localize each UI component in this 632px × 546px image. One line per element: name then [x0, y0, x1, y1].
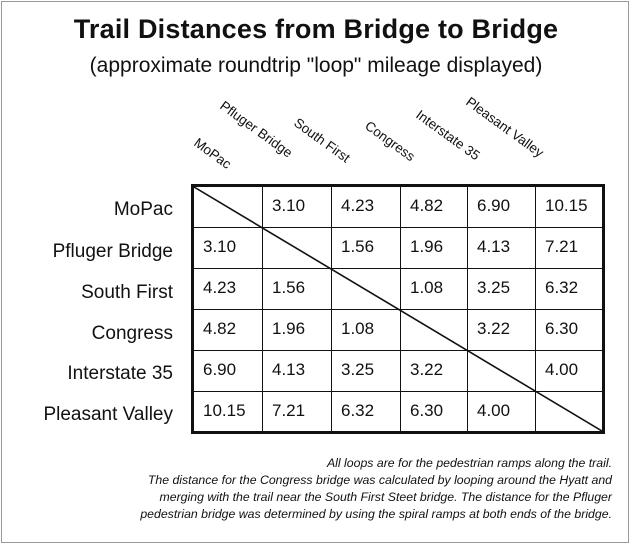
- table-cell: [332, 269, 401, 310]
- table-cell: 1.56: [263, 269, 332, 310]
- table-cell: 4.00: [536, 351, 602, 392]
- table-cell: 3.25: [468, 269, 536, 310]
- row-label-interstate-35: Interstate 35: [67, 363, 173, 384]
- table-cell: 6.30: [401, 392, 468, 431]
- table-cell: 3.25: [332, 351, 401, 392]
- footnote-line-1: All loops are for the pedestrian ramps along the trail.: [326, 456, 612, 470]
- table-cell: 6.30: [536, 310, 602, 351]
- distance-table: [191, 184, 605, 434]
- column-header-interstate-35: Interstate 35: [413, 107, 483, 164]
- table-cell: [401, 310, 468, 351]
- table-cell: 3.10: [194, 228, 263, 269]
- table-cell: 3.22: [468, 310, 536, 351]
- table-cell: 1.08: [401, 269, 468, 310]
- column-header-south-first: South First: [291, 115, 353, 166]
- table-cell: 3.10: [263, 187, 332, 228]
- table-cell: [468, 351, 536, 392]
- row-label-south-first: South First: [81, 282, 173, 303]
- table-cell: 7.21: [536, 228, 602, 269]
- table-cell: 4.13: [468, 228, 536, 269]
- table-cell: 6.32: [536, 269, 602, 310]
- row-label-pfluger-bridge: Pfluger Bridge: [52, 241, 173, 262]
- table-cell: 4.23: [194, 269, 263, 310]
- column-header-pleasant-valley: Pleasant Valley: [463, 94, 547, 161]
- table-cell: 4.82: [194, 310, 263, 351]
- table-cell: 4.00: [468, 392, 536, 431]
- table-cell: 7.21: [263, 392, 332, 431]
- table-cell: 1.08: [332, 310, 401, 351]
- table-cell: 10.15: [194, 392, 263, 431]
- table-cell: 1.96: [401, 228, 468, 269]
- footnote-line-2: The distance for the Congress bridge was calculated by looping around the Hyatt and: [147, 473, 612, 487]
- footnote-line-3: merging with the trail near the South First Steet bridge. The distance for the Pfluger: [159, 490, 612, 504]
- column-header-mopac: MoPac: [191, 135, 235, 172]
- page-title: Trail Distances from Bridge to Bridge: [73, 14, 559, 44]
- column-header-congress: Congress: [362, 118, 418, 165]
- row-label-congress: Congress: [91, 323, 173, 344]
- row-label-mopac: MoPac: [113, 199, 173, 220]
- table-cell: [263, 228, 332, 269]
- table-cell: 4.13: [263, 351, 332, 392]
- table-cell: 6.90: [468, 187, 536, 228]
- table-cell: 6.32: [332, 392, 401, 431]
- table-cell: [536, 392, 602, 431]
- table-cell: 10.15: [536, 187, 602, 228]
- footnote-line-4: pedestrian bridge was determined by using the spiral ramps at both ends of the bridge.: [140, 507, 612, 521]
- column-header-pfluger-bridge: Pfluger Bridge: [217, 98, 296, 161]
- page-subtitle: (approximate roundtrip "loop" mileage displayed): [89, 54, 543, 77]
- row-label-pleasant-valley: Pleasant Valley: [43, 404, 173, 425]
- table-cell: 1.96: [263, 310, 332, 351]
- table-cell: 4.23: [332, 187, 401, 228]
- table-cell: 6.90: [194, 351, 263, 392]
- table-cell: 3.22: [401, 351, 468, 392]
- table-cell: 4.82: [401, 187, 468, 228]
- table-cell: 1.56: [332, 228, 401, 269]
- table-cell: [194, 187, 263, 228]
